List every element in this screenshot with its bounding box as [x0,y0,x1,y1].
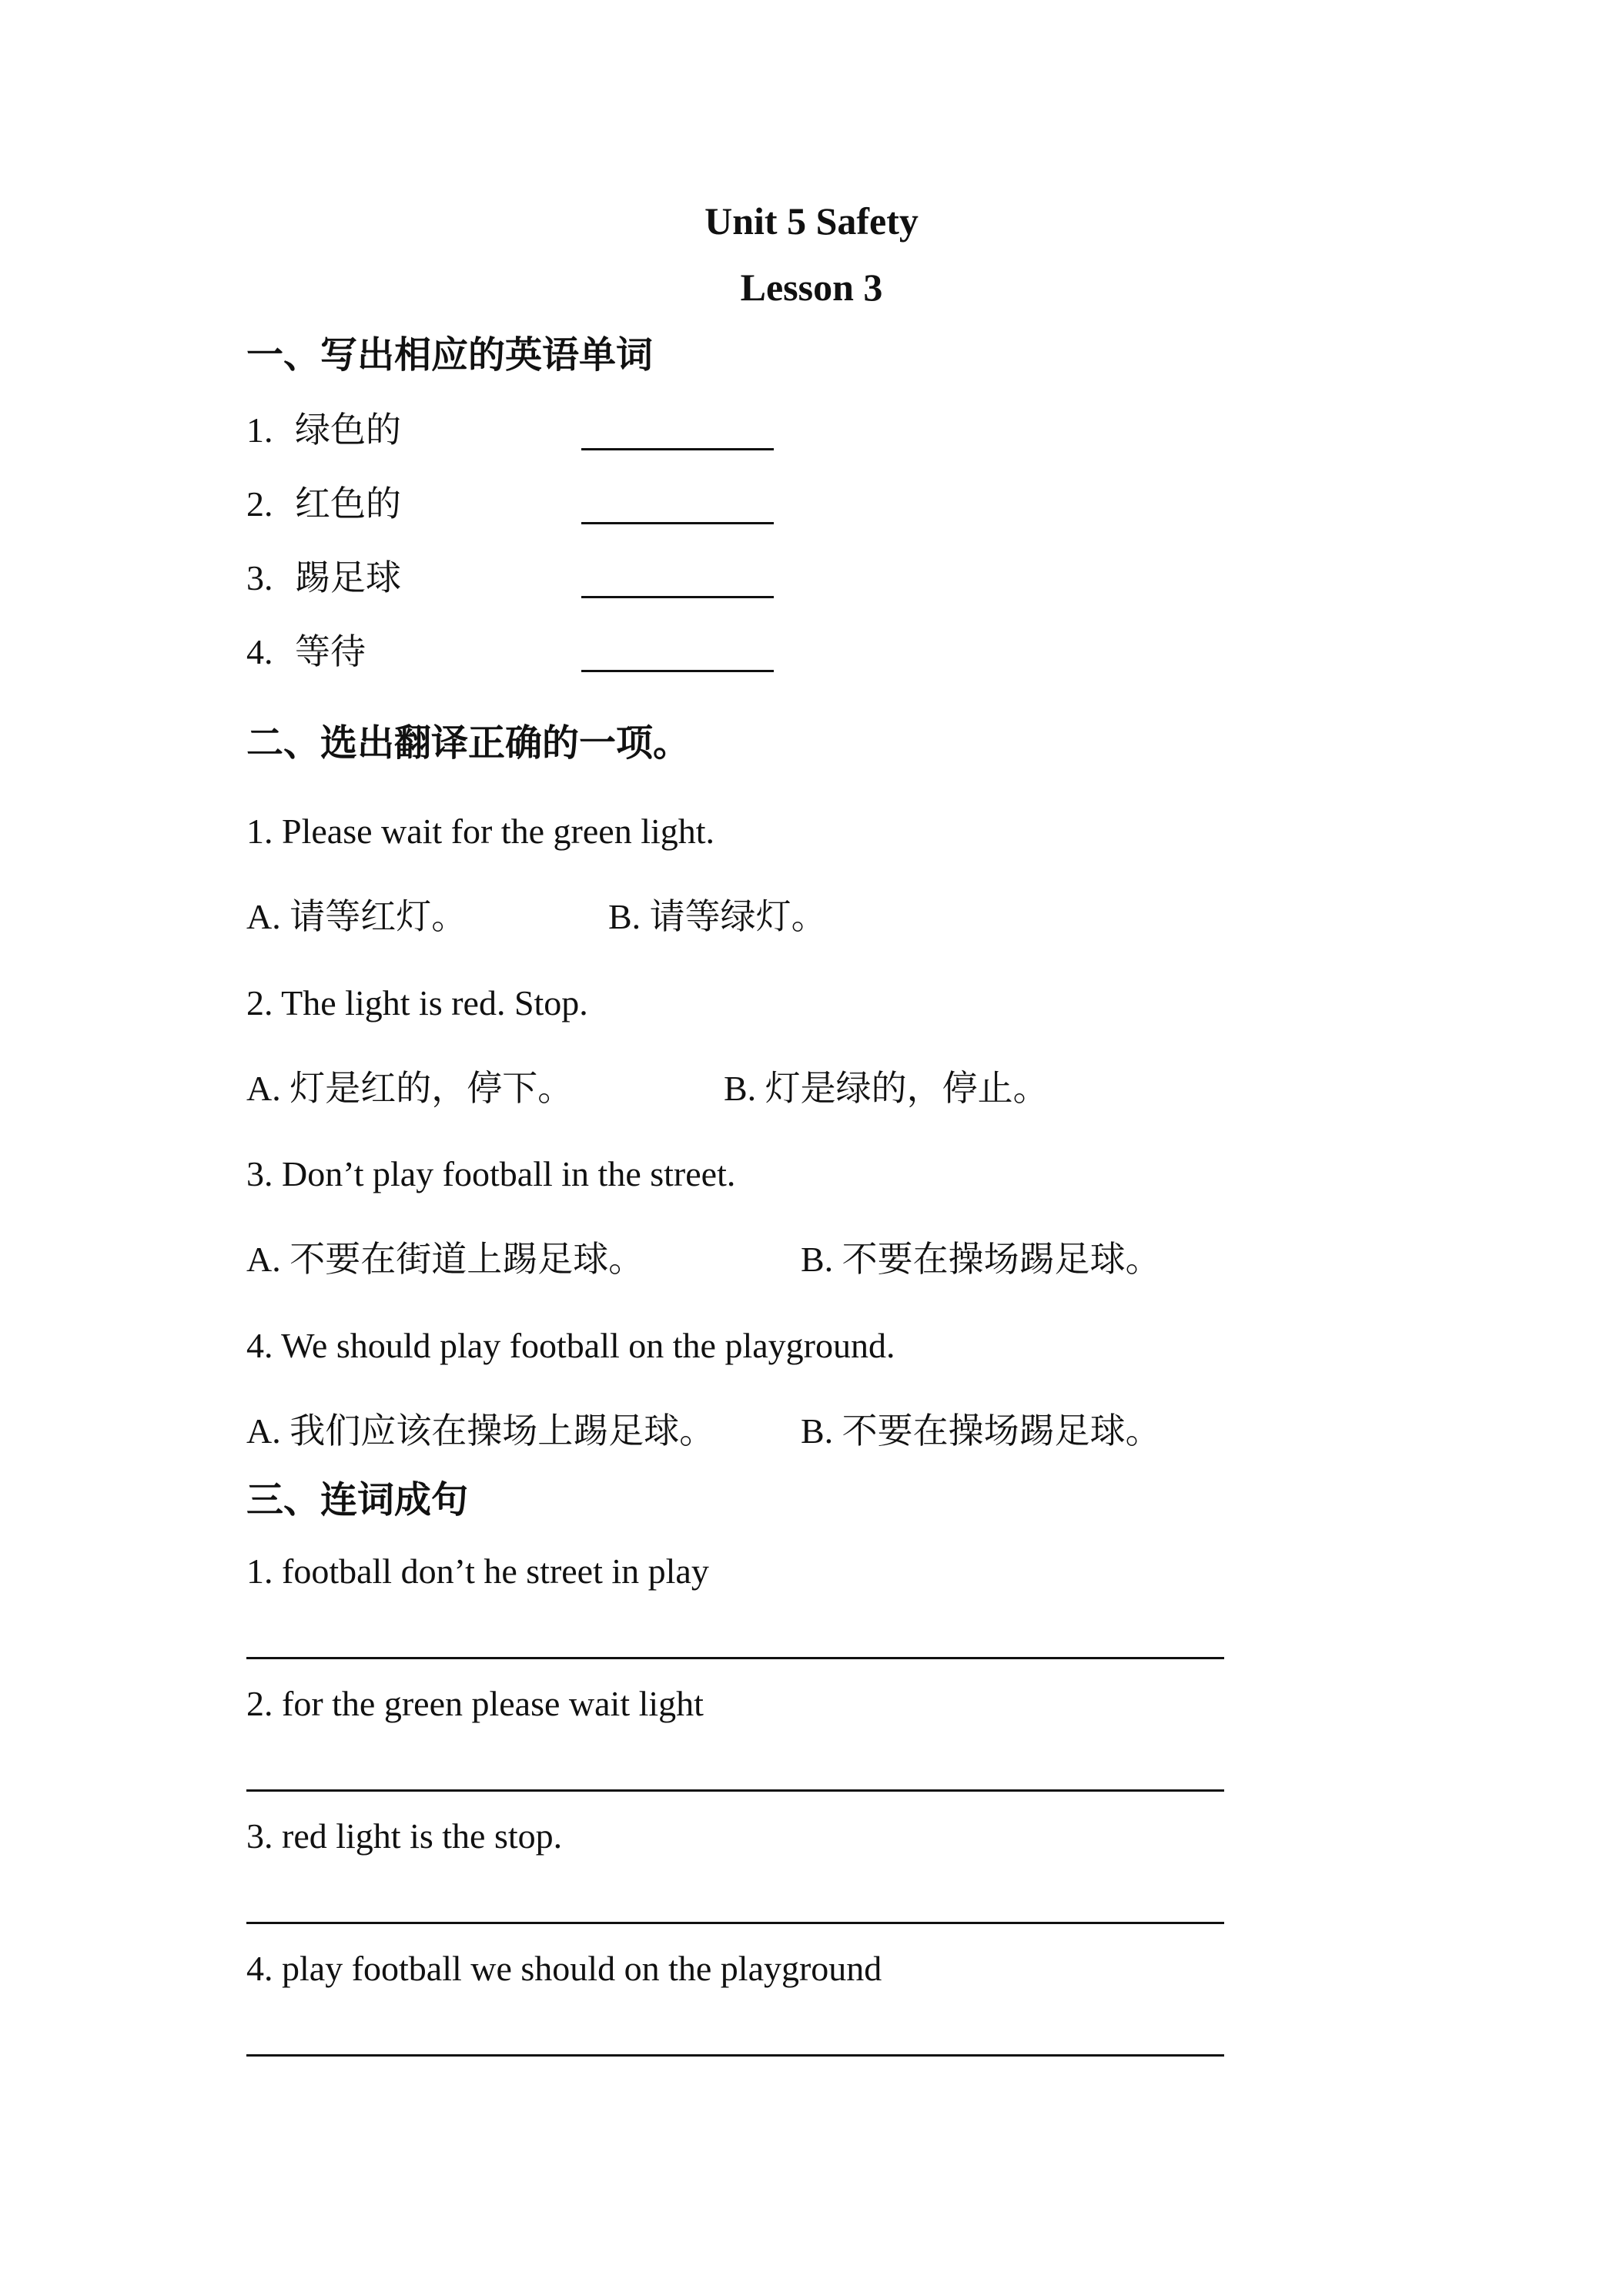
section1-item-number: 4. [246,632,273,671]
sentence-prompt: 2. for the green please wait light [246,1684,704,1723]
answer-blank[interactable] [581,448,774,450]
option-a[interactable]: A. 请等红灯。 [246,897,467,936]
section1-item-number: 3. [246,558,273,597]
question-prompt: 1. Please wait for the green light. [246,812,715,851]
answer-blank[interactable] [581,596,774,598]
section1-item-text: 红色的 [295,484,401,524]
question-prompt: 2. The light is red. Stop. [246,983,588,1022]
section1-item-number: 1. [246,410,273,450]
option-b[interactable]: B. 灯是绿的，停止。 [724,1069,1049,1108]
section1-item-number: 2. [246,484,273,524]
section3-heading: 三、连词成句 [246,1480,469,1521]
section1-item-text: 踢足球 [295,558,401,597]
lesson-title: Lesson 3 [740,266,883,309]
sentence-prompt: 3. red light is the stop. [246,1816,563,1856]
answer-blank[interactable] [581,670,774,672]
answer-line[interactable] [246,1657,1224,1659]
option-b[interactable]: B. 请等绿灯。 [608,897,827,936]
answer-blank[interactable] [581,522,774,524]
question-prompt: 4. We should play football on the playground. [246,1326,895,1365]
option-a[interactable]: A. 我们应该在操场上踢足球。 [246,1411,715,1451]
page-title: Unit 5 Safety [704,199,919,243]
answer-line[interactable] [246,1789,1224,1792]
section2-heading: 二、选出翻译正确的一项。 [246,723,691,764]
section1-item-text: 绿色的 [295,410,401,450]
option-a[interactable]: A. 不要在街道上踢足球。 [246,1240,644,1279]
option-a[interactable]: A. 灯是红的，停下。 [246,1069,574,1108]
answer-line[interactable] [246,1922,1224,1924]
section1-heading: 一、写出相应的英语单词 [246,335,654,376]
option-b[interactable]: B. 不要在操场踢足球。 [801,1411,1161,1451]
option-b[interactable]: B. 不要在操场踢足球。 [801,1240,1161,1279]
section1-item-text: 等待 [295,632,366,671]
question-prompt: 3. Don’t play football in the street. [246,1154,736,1193]
sentence-prompt: 4. play football we should on the playground [246,1949,882,1988]
sentence-prompt: 1. football don’t he street in play [246,1551,709,1591]
answer-line[interactable] [246,2054,1224,2057]
